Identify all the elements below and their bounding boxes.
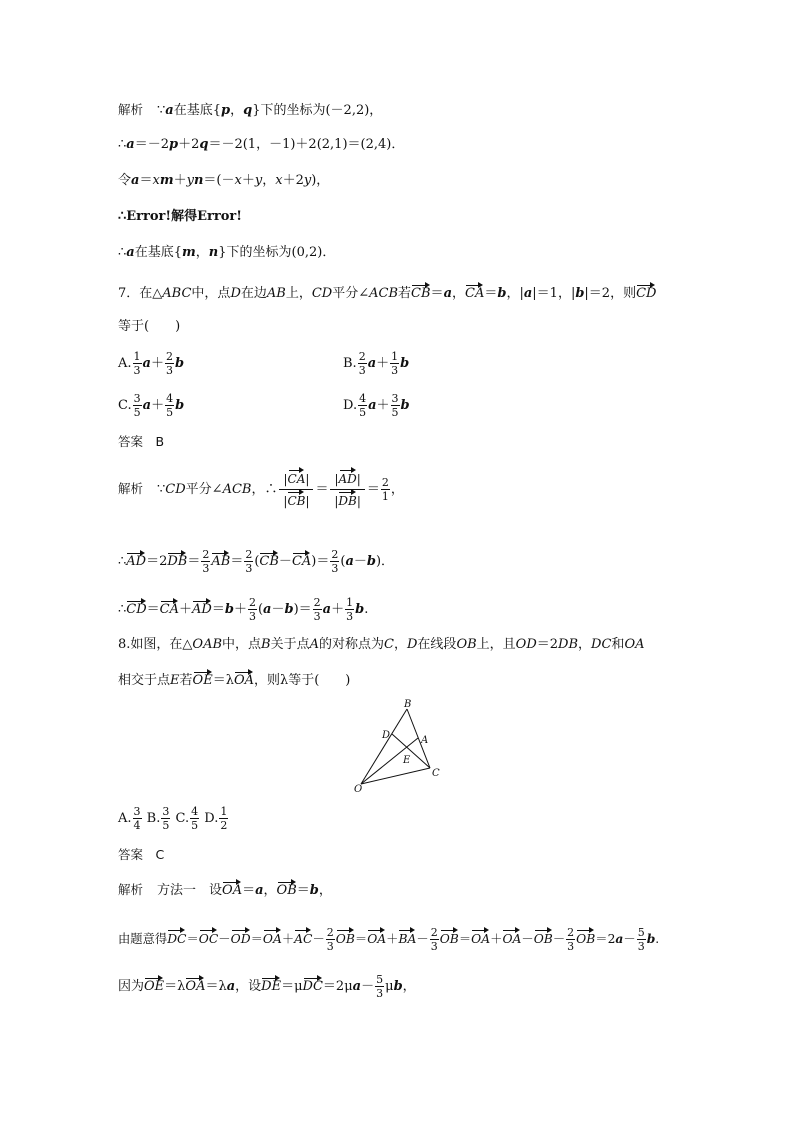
- fraction: $\frac{3}{5}$: [391, 392, 399, 419]
- q8-options: [118, 805, 229, 832]
- q7-solution-line-1: 解析 ∵CD平分∠ACB，∴ $\frac{|CA|}{|CB|}$ ＝ $\frac{|AD|}{|DB|}$ ＝ $\frac{2}{1}$ ，: [118, 468, 404, 511]
- solution-line-2: ∴a＝－2p＋2q＝－2(1，－1)＋2(2,1)＝(2,4)．: [118, 137, 405, 152]
- fraction: $\frac{2}{1}$: [381, 476, 389, 503]
- fraction: $\frac{4}{5}$: [359, 392, 367, 419]
- fraction: $\frac{3}{5}$: [133, 392, 141, 419]
- question-8-stem: 8.如图，在△OAB中，点B关于点A的对称点为C，D在线段OB上，且OD＝2DB，DC和OA: [118, 637, 645, 652]
- fraction: $\frac{4}{5}$: [166, 392, 174, 419]
- point-label-C: C: [432, 768, 440, 779]
- q8-option-A[interactable]: A. $\frac{3}{4}$: [118, 805, 141, 832]
- q7-solution-line-3: ∴CD＝CA＋AD＝b＋ $\frac{2}{3}$ (a－b)＝ $\frac{2}{3}$ a＋ $\frac{1}{3}$ b.: [118, 596, 369, 623]
- fraction: $\frac{1}{3}$: [391, 350, 399, 377]
- segment-OB: [361, 709, 407, 784]
- fraction: $\frac{2}{3}$: [358, 350, 366, 377]
- ratio-fraction: $\frac{|CA|}{|CB|}$: [279, 468, 313, 511]
- q8-option-D[interactable]: D. $\frac{1}{2}$: [204, 805, 228, 832]
- q7-solution-line-2: ∴AD＝2DB＝ $\frac{2}{3}$ AB＝ $\frac{2}{3}$ (CB－CA)＝ $\frac{2}{3}$ (a－b)．: [118, 548, 395, 575]
- q7-option-A[interactable]: A. $\frac{1}{3}$ a＋ $\frac{2}{3}$ b: [118, 350, 185, 377]
- q8-solution-line-2: 由题意得DC＝OC－OD＝OA＋AC－ $\frac{2}{3}$ OB＝OA＋BA－ $\frac{2}{3}$ OB＝OA＋OA－OB－ $\frac{2}{3}$ OB＝2a－ $\frac{5}{3}$ b.: [118, 926, 660, 953]
- solution-line-4: ∴Error!解得Error!: [118, 209, 242, 224]
- question-7-stem: 7．在△ABC中，点D在边AB上，CD平分∠ACB若CB＝a，CA＝b，|a|＝1，|b|＝2，则CD: [118, 283, 656, 303]
- q8-answer: 答案 C: [118, 847, 165, 862]
- q8-solution-line-3: 因为OE＝λOA＝λa，设DE＝μDC＝2μa－ $\frac{5}{3}$ μb，: [118, 973, 416, 1000]
- question-7-stem-line2: 等于( ): [118, 319, 181, 334]
- q7-option-C[interactable]: C. $\frac{3}{5}$ a＋ $\frac{4}{5}$ b: [118, 392, 185, 419]
- q8-option-C[interactable]: C. $\frac{4}{5}$: [175, 805, 199, 832]
- q8-option-B[interactable]: B. $\frac{3}{5}$: [146, 805, 170, 832]
- q7-option-B[interactable]: B. $\frac{2}{3}$ a＋ $\frac{1}{3}$ b: [343, 350, 410, 377]
- vector-CD: CD: [636, 283, 656, 301]
- q7-option-D[interactable]: D. $\frac{4}{5}$ a＋ $\frac{3}{5}$ b: [343, 392, 410, 419]
- point-label-O: O: [354, 784, 363, 795]
- solution-line-5: ∴a在基底{m，n}下的坐标为(0,2)．: [118, 245, 336, 260]
- q8-solution-line-1: 解析 方法一 设OA＝a，OB＝b，: [118, 882, 332, 898]
- point-label-D: D: [382, 730, 391, 741]
- q7-answer: 答案 B: [118, 434, 165, 449]
- point-label-E: E: [403, 755, 411, 766]
- solution-line-3: 令a＝xm＋yn＝(－x＋y，x＋2y)，: [118, 173, 330, 188]
- fraction: $\frac{2}{3}$: [165, 350, 173, 377]
- ratio-fraction: $\frac{|AD|}{|DB|}$: [330, 468, 364, 511]
- fraction: $\frac{1}{3}$: [133, 350, 141, 377]
- solution-line-1: 解析 ∵a在基底{p，q}下的坐标为(－2,2)，: [118, 102, 383, 118]
- vector-CB: CB: [411, 283, 431, 301]
- point-label-B: B: [404, 699, 412, 710]
- point-label-A: A: [421, 735, 429, 746]
- triangle-figure: [345, 696, 455, 796]
- question-8-stem-line2: 相交于点E若OE＝λOA，则λ等于( ): [118, 670, 350, 690]
- analysis-label: 解析: [118, 102, 144, 117]
- vector-CA: CA: [465, 283, 484, 301]
